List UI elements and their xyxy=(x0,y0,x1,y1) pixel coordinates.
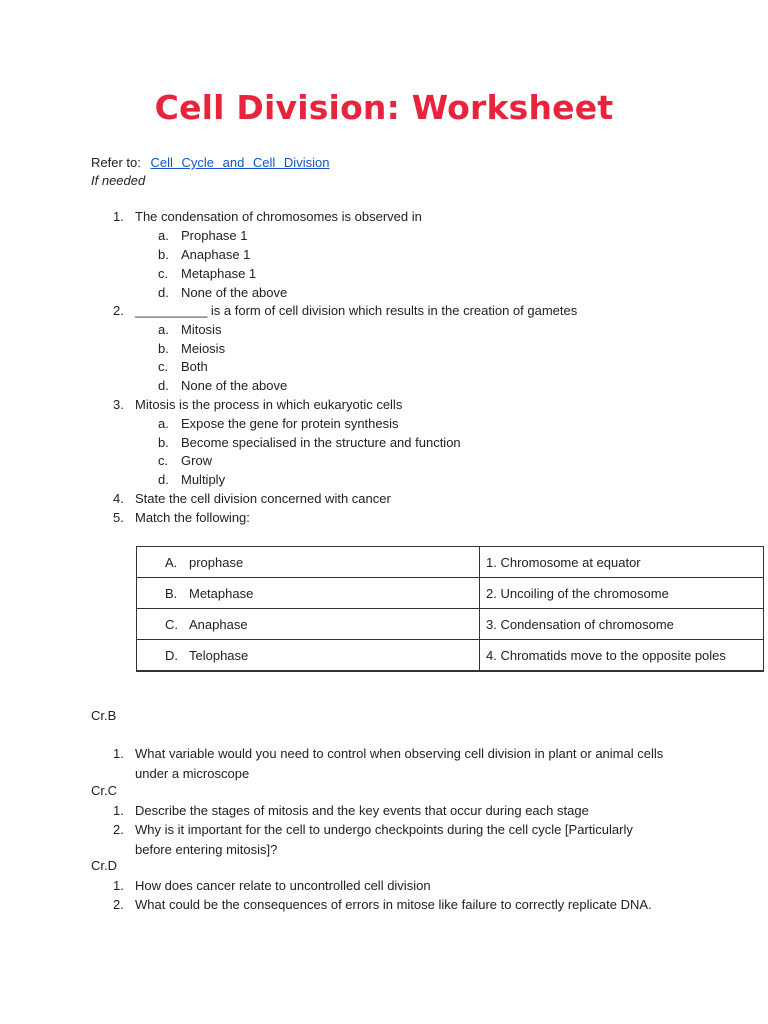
table-row xyxy=(137,609,764,640)
match-right-cell: 2. Uncoiling of the chromosome xyxy=(480,578,764,609)
option-3a xyxy=(158,415,399,434)
question-text: The condensation of chromosomes is observed in xyxy=(135,209,422,224)
option-text: None of the above xyxy=(181,285,288,300)
option-text: Meiosis xyxy=(181,341,226,356)
question-number: 1. xyxy=(113,209,124,224)
question-text: Mitosis is the process in which eukaryotic cells xyxy=(135,397,403,412)
match-letter: A. xyxy=(165,554,178,570)
option-text: Multiply xyxy=(181,472,226,487)
match-term: Telophase xyxy=(189,647,249,663)
option-text: Prophase 1 xyxy=(181,228,248,243)
question-1 xyxy=(113,208,422,227)
match-letter: D. xyxy=(165,647,178,663)
reference-link[interactable]: Cell Cycle and Cell Division xyxy=(150,155,330,170)
question-text: Why is it important for the cell to undergo checkpoints during the cell cycle [Particularly before entering mitosis]? xyxy=(135,822,633,857)
match-left-cell xyxy=(137,640,480,672)
question-number: 5. xyxy=(113,510,124,525)
question-number: 1. xyxy=(113,878,124,893)
option-text: Metaphase 1 xyxy=(181,266,257,281)
option-letter: b. xyxy=(158,247,169,262)
match-left-cell xyxy=(137,547,480,578)
option-letter: b. xyxy=(158,435,169,450)
option-letter: a. xyxy=(158,416,169,431)
match-right-cell: 4. Chromatids move to the opposite poles xyxy=(480,640,764,672)
question-5 xyxy=(113,509,250,528)
option-2c xyxy=(158,358,208,377)
reference-line xyxy=(91,154,329,172)
question-number: 1. xyxy=(113,803,124,818)
question-number: 4. xyxy=(113,491,124,506)
question-text: What variable would you need to control when observing cell division in plant or animal cells under a microscope xyxy=(135,746,664,781)
option-1a xyxy=(158,227,248,246)
question-number: 2. xyxy=(113,822,124,837)
reference-note-line xyxy=(91,172,145,190)
match-term: Anaphase xyxy=(189,616,248,632)
option-3c xyxy=(158,452,212,471)
question-text: Match the following: xyxy=(135,510,250,525)
match-term: Metaphase xyxy=(189,585,254,601)
option-letter: c. xyxy=(158,266,169,281)
option-2a xyxy=(158,321,221,340)
option-3b xyxy=(158,434,461,453)
question-text: How does cancer relate to uncontrolled cell division xyxy=(135,878,431,893)
reference-note: If needed xyxy=(91,173,146,188)
crc-question-1 xyxy=(113,801,673,821)
question-text: __________ is a form of cell division which results in the creation of gametes xyxy=(135,303,578,318)
question-text: What could be the consequences of errors in mitose like failure to correctly replicate DNA. xyxy=(135,897,652,912)
option-1b xyxy=(158,246,250,265)
question-number: 2. xyxy=(113,897,124,912)
section-label-crd: Cr.D xyxy=(91,858,117,873)
option-text: Become specialised in the structure and function xyxy=(181,435,461,450)
crc-question-2 xyxy=(113,820,673,859)
table-row xyxy=(137,640,764,672)
match-right-cell: 3. Condensation of chromosome xyxy=(480,609,764,640)
option-letter: d. xyxy=(158,378,169,393)
option-2b xyxy=(158,340,225,359)
option-text: Grow xyxy=(181,453,213,468)
question-number: 2. xyxy=(113,303,124,318)
question-2 xyxy=(113,302,577,321)
option-text: Both xyxy=(181,359,208,374)
crd-question-2 xyxy=(113,895,673,915)
option-letter: d. xyxy=(158,472,169,487)
question-number: 1. xyxy=(113,746,124,761)
option-text: Mitosis xyxy=(181,322,222,337)
match-letter: C. xyxy=(165,616,178,632)
option-letter: a. xyxy=(158,322,169,337)
match-letter: B. xyxy=(165,585,178,601)
section-label-crc: Cr.C xyxy=(91,783,117,798)
question-number: 3. xyxy=(113,397,124,412)
match-table xyxy=(136,546,764,672)
option-letter: a. xyxy=(158,228,169,243)
refer-label: Refer to: xyxy=(91,155,141,170)
option-letter: c. xyxy=(158,453,169,468)
option-2d xyxy=(158,377,287,396)
crd-question-1 xyxy=(113,876,673,896)
option-letter: b. xyxy=(158,341,169,356)
option-1c xyxy=(158,265,256,284)
option-letter: c. xyxy=(158,359,169,374)
question-4 xyxy=(113,490,391,509)
table-row xyxy=(137,547,764,578)
crb-question-1 xyxy=(113,744,673,783)
question-text: Describe the stages of mitosis and the key events that occur during each stage xyxy=(135,803,589,818)
option-text: None of the above xyxy=(181,378,288,393)
page-title: Cell Division: Worksheet xyxy=(154,88,614,127)
option-text: Anaphase 1 xyxy=(181,247,251,262)
match-right-cell: 1. Chromosome at equator xyxy=(480,547,764,578)
question-3 xyxy=(113,396,402,415)
match-term: prophase xyxy=(189,554,244,570)
question-text: State the cell division concerned with cancer xyxy=(135,491,391,506)
option-1d xyxy=(158,284,287,303)
match-left-cell xyxy=(137,609,480,640)
match-left-cell xyxy=(137,578,480,609)
option-text: Expose the gene for protein synthesis xyxy=(181,416,399,431)
option-letter: d. xyxy=(158,285,169,300)
table-row xyxy=(137,578,764,609)
section-label-crb: Cr.B xyxy=(91,708,117,723)
option-3d xyxy=(158,471,225,490)
